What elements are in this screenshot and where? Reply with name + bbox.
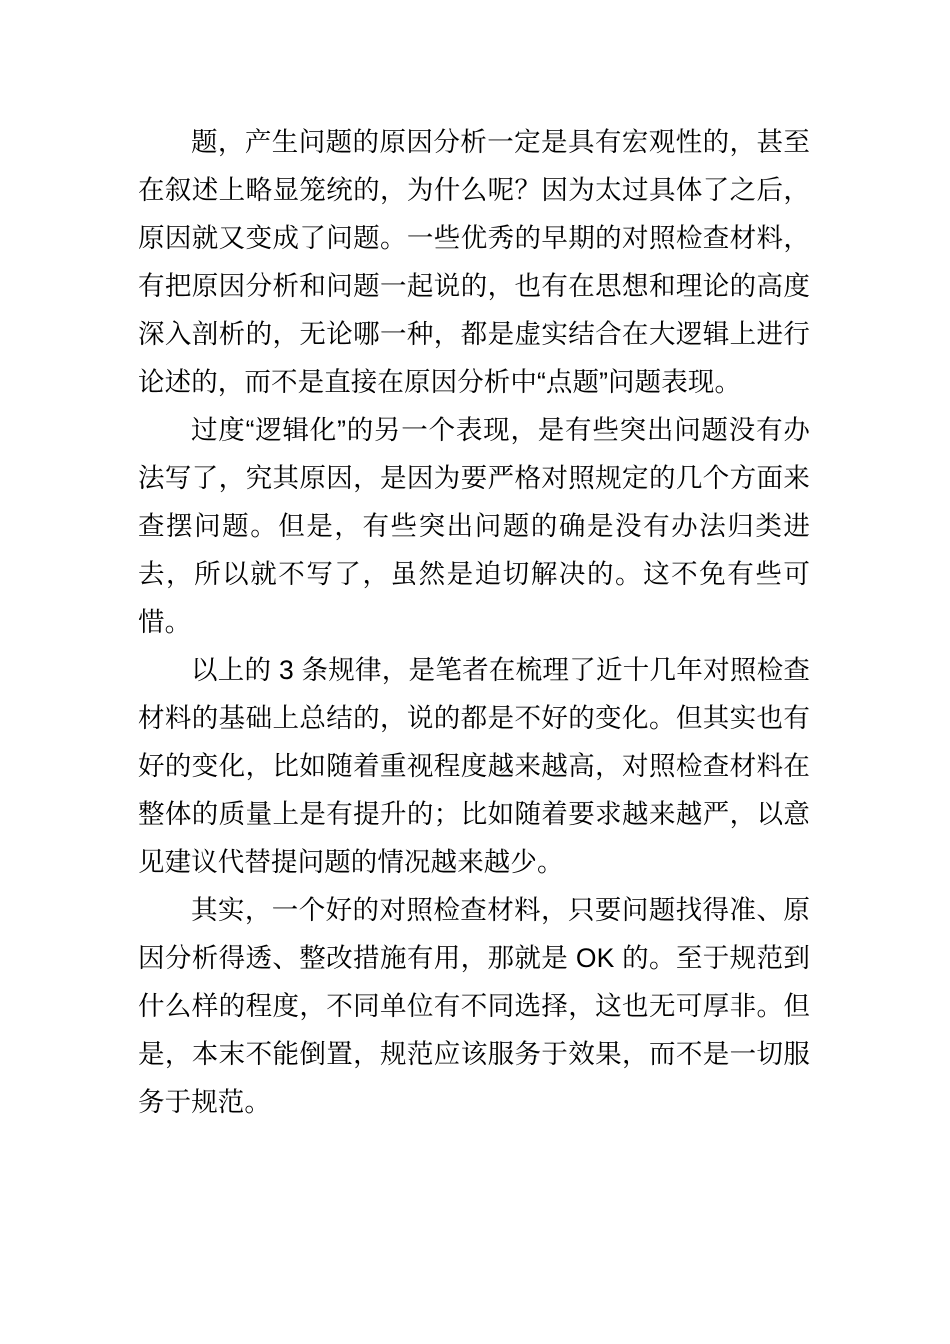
paragraph-2: 过度“逻辑化”的另一个表现，是有些突出问题没有办法写了，究其原因，是因为要严格对照规定的几个方面来查摆问题。但是，有些突出问题的确是没有办法归类进去，所以就不写了，虽然是迫切解决的。这不免有些可惜。 — [138, 415, 810, 637]
document-text-body — [138, 118, 810, 1126]
paragraph-3: 以上的 3 条规律，是笔者在梳理了近十几年对照检查材料的基础上总结的，说的都是不好的变化。但其实也有好的变化，比如随着重视程度越来越高，对照检查材料在整体的质量上是有提升的；比如随着要求越来越严，以意见建议代替提问题的情况越来越少。 — [138, 655, 810, 877]
paragraph-1: 题，产生问题的原因分析一定是具有宏观性的，甚至在叙述上略显笼统的，为什么呢？因为太过具体了之后，原因就又变成了问题。一些优秀的早期的对照检查材料，有把原因分析和问题一起说的，也有在思想和理论的高度深入剖析的，无论哪一种，都是虚实结合在大逻辑上进行论述的，而不是直接在原因分析中“点题”问题表现。 — [138, 127, 810, 397]
paragraph-4: 其实，一个好的对照检查材料，只要问题找得准、原因分析得透、整改措施有用，那就是 OK 的。至于规范到什么样的程度，不同单位有不同选择，这也无可厚非。但是，本末不能倒置，规范应该服务于效果，而不是一切服务于规范。 — [138, 895, 810, 1117]
